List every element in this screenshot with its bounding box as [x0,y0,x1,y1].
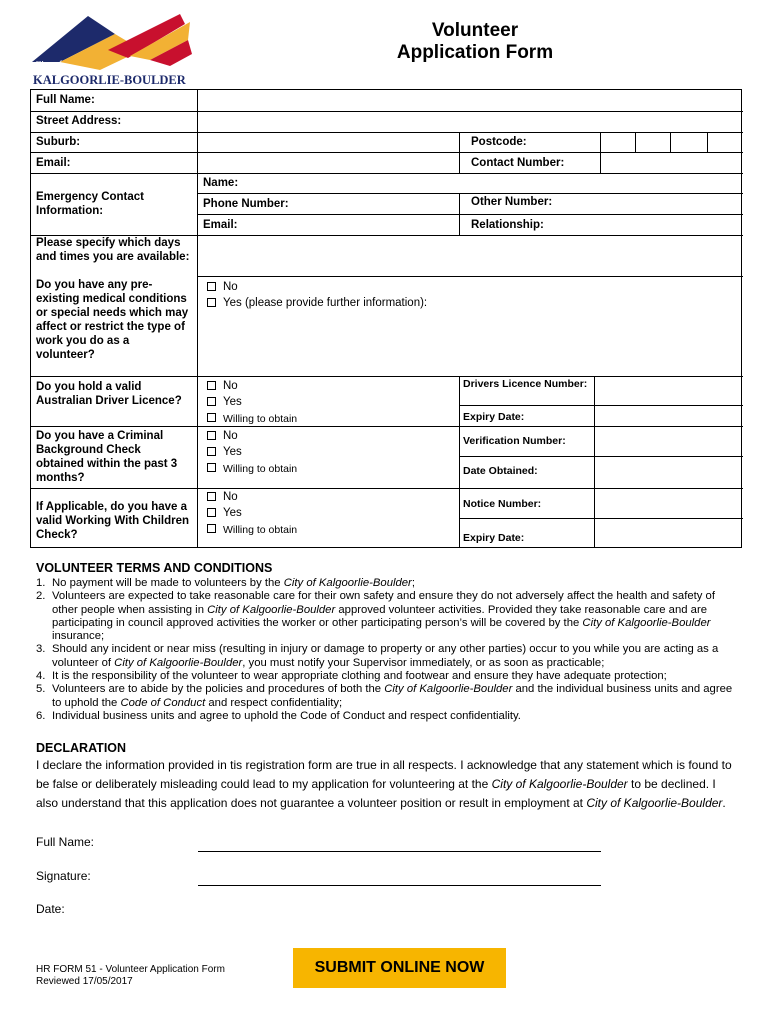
ec-phone-label: Phone Number: [203,198,289,210]
declaration-title: DECLARATION [36,741,127,755]
terms-title: VOLUNTEER TERMS AND CONDITIONS [36,561,273,575]
licence-number-label: Drivers Licence Number: [463,378,588,390]
wwcc-willing-label: Willing to obtain [223,524,298,536]
submit-online-button[interactable]: SUBMIT ONLINE NOW [293,948,506,988]
emergency-contact-label: Emergency Contact Information: [36,191,145,217]
wwcc-yes-label: Yes [223,507,242,519]
city-logo [30,10,195,88]
medical-no-label: No [223,281,238,293]
wwcc-no-label: No [223,491,238,503]
wwcc-yes-checkbox[interactable] [207,508,216,517]
date-label: Date: [36,902,65,916]
licence-expiry-label: Expiry Date: [463,411,525,423]
licence-no-checkbox[interactable] [207,381,216,390]
criminal-no-checkbox[interactable] [207,431,216,440]
criminal-willing-checkbox[interactable] [207,463,216,472]
licence-yes-checkbox[interactable] [207,397,216,406]
criminal-yes-label: Yes [223,446,242,458]
logo-city-text: City of [34,60,61,71]
medical-label: Do you have any pre-existing medical conditions or special needs which may affect or restrict the type of work you do as a volunteer? [36,279,189,361]
terms-item: 2. Volunteers are expected to take reasonable care for their own safety and ensure they do not adversely affect the health and safety of other people when assisting in City of Kalgoorlie-Boulder approved volunteer activities. Provided they take reasonable care and are participating in council approved activities the worker or other participating person’s will be covered by the City of Kalgoorlie-Boulder insurance; [36,590,715,643]
ec-other-number-label: Other Number: [471,196,553,208]
licence-willing-checkbox[interactable] [207,413,216,422]
availability-label: Please specify which days and times you are available: [36,237,190,263]
criminal-check-label: Do you have a Criminal Background Check obtained within the past 3 months? [36,430,178,484]
application-form-table [30,89,742,548]
medical-no-checkbox[interactable] [207,282,216,291]
medical-yes-checkbox[interactable] [207,298,216,307]
criminal-yes-checkbox[interactable] [207,447,216,456]
declaration-text: I declare the information provided in tis registration form are true in all respects. I acknowledge that any statement which is found to be false or deliberately misleading could lead to my application for volunteering at the City of Kalgoorlie-Boulder to be declined. I also understand that this application does not guarantee a volunteer position or result in employment at City of Kalgoorlie-Boulder. [36,758,732,810]
postcode-label: Postcode: [471,136,527,148]
suburb-label: Suburb: [36,136,81,148]
criminal-no-label: No [223,430,238,442]
terms-item: 5. Volunteers are to abide by the policies and procedures of both the City of Kalgoorlie-Boulder and the individual business units and agree to uphold the Code of Conduct and respect confidentiality; [36,683,733,709]
ec-name-label: Name: [203,177,239,189]
criminal-willing-label: Willing to obtain [223,463,298,475]
verification-number-label: Verification Number: [463,435,566,447]
form-footer: HR FORM 51 - Volunteer Application Form Reviewed 17/05/2017 [36,964,225,987]
terms-list [36,577,736,723]
logo-name-text: KALGOORLIE-BOULDER [33,73,186,87]
decl-full-name-label: Full Name: [36,835,95,849]
wwcc-willing-checkbox[interactable] [207,524,216,533]
wwcc-no-checkbox[interactable] [207,492,216,501]
contact-number-label: Contact Number: [471,157,565,169]
wwcc-expiry-label: Expiry Date: [463,532,525,544]
licence-question-label: Do you hold a valid Australian Driver Licence? [36,381,182,407]
terms-item: 4. It is the responsibility of the volunteer to wear appropriate clothing and footwear and ensure they have adequate protection; [36,670,667,683]
full-name-label: Full Name: [36,94,95,106]
terms-item: 3. Should any incident or near miss (resulting in injury or damage to property or any other parties) occur to you while you are acting as a volunteer of City of Kalgoorlie-Boulder, you must notify your Supervisor immediately, or as soon as practicable; [36,643,719,669]
licence-yes-label: Yes [223,396,242,408]
ec-email-label: Email: [203,219,238,231]
terms-item: 6. Individual business units and agree to uphold the Code of Conduct and respect confidentiality. [36,709,521,722]
licence-willing-label: Willing to obtain [223,413,298,425]
date-obtained-label: Date Obtained: [463,465,538,477]
form-title: Volunteer Application Form [396,20,554,63]
email-label: Email: [36,157,71,169]
ec-relationship-label: Relationship: [471,219,544,231]
signature-label: Signature: [36,869,91,883]
signature-line[interactable] [198,885,601,886]
licence-no-label: No [223,380,238,392]
wwcc-question-label: If Applicable, do you have a valid Working With Children Check? [36,501,190,541]
full-name-line[interactable] [198,851,601,852]
medical-yes-label: Yes (please provide further information): [223,297,428,309]
notice-number-label: Notice Number: [463,498,542,510]
terms-item: 1. No payment will be made to volunteers by the City of Kalgoorlie-Boulder; [36,577,415,589]
street-address-label: Street Address: [36,115,122,127]
